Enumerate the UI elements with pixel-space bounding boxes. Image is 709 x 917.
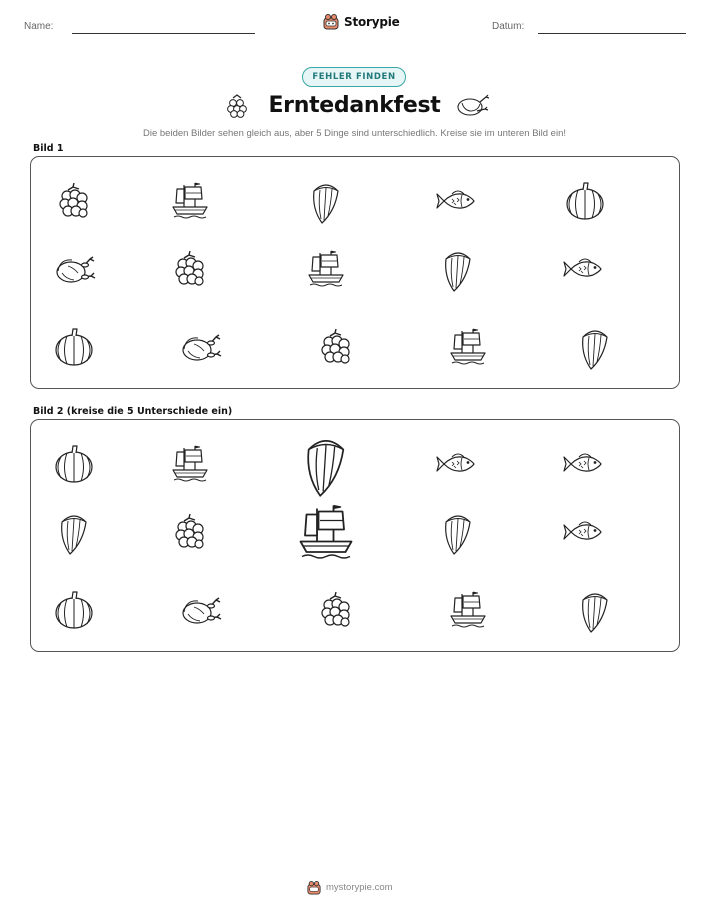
picture2-raspberry-icon[interactable] [316,588,356,632]
picture1-turkey-icon [48,249,100,289]
storypie-mascot-icon [307,880,321,895]
picture1-seed-icon [440,245,476,293]
brand-name: Storypie [344,14,400,29]
pumpkin-icon [562,179,608,223]
ship-icon [302,246,350,292]
picture1-seed-icon [308,177,344,225]
seed-icon [577,586,613,634]
turkey-icon [455,93,489,117]
picture1-fish-icon [434,185,482,217]
raspberry-icon [316,325,356,369]
instructions: Die beiden Bilder sehen gleich aus, aber 5 Dinge sind unterschiedlich. Kreise sie im unteren Bild ein! [143,128,566,139]
name-label: Name: [24,21,54,32]
picture2-seed-icon[interactable] [440,508,476,556]
turkey-icon [174,590,226,630]
fish-icon [561,448,609,480]
ship-icon [166,178,214,224]
pumpkin-icon [51,325,97,369]
picture2-fish-icon[interactable] [561,448,609,480]
picture1-fish-icon [561,253,609,285]
seed-icon [577,323,613,371]
date-label: Datum: [492,21,525,32]
ship-icon [444,587,492,633]
footer [307,880,393,895]
storypie-mascot-icon [323,13,339,30]
fish-icon [434,185,482,217]
picture1-panel [30,156,680,389]
picture1-turkey-icon [174,327,226,367]
picture2-seed-icon[interactable] [56,508,92,556]
picture1-pumpkin-icon [562,179,608,223]
picture2-seed-icon[interactable] [577,586,613,634]
page-title: Erntedankfest [268,93,441,118]
picture1-raspberry-icon [170,247,210,291]
picture2-ship-icon[interactable] [166,441,214,487]
picture2-fish-icon[interactable] [561,516,609,548]
picture2-ship-icon[interactable] [444,587,492,633]
ship-icon [166,441,214,487]
picture2-ship-icon[interactable] [290,498,362,567]
seed-icon [300,429,352,499]
picture1-raspberry-icon [316,325,356,369]
picture2-panel[interactable] [30,419,680,652]
picture1-ship-icon [444,324,492,370]
picture1-pumpkin-icon [51,325,97,369]
picture2-turkey-icon[interactable] [174,590,226,630]
date-field[interactable] [538,33,686,34]
fish-icon [434,448,482,480]
worksheet-type-badge: FEHLER FINDEN [302,67,406,87]
raspberry-icon [170,510,210,554]
picture2-seed-icon[interactable] [300,429,352,499]
turkey-icon [174,327,226,367]
raspberry-icon [316,588,356,632]
ship-icon [290,498,362,567]
seed-icon [308,177,344,225]
picture1-ship-icon [166,178,214,224]
footer-site: mystorypie.com [326,882,393,893]
picture2-fish-icon[interactable] [434,448,482,480]
pumpkin-icon [51,442,97,486]
fish-icon [561,253,609,285]
turkey-icon [48,249,100,289]
raspberry-icon [54,179,94,223]
picture2-pumpkin-icon[interactable] [51,442,97,486]
brand-logo [323,13,400,30]
picture2-label: Bild 2 (kreise die 5 Unterschiede ein) [33,406,233,417]
picture1-ship-icon [302,246,350,292]
picture2-raspberry-icon[interactable] [170,510,210,554]
ship-icon [444,324,492,370]
fish-icon [561,516,609,548]
seed-icon [56,508,92,556]
name-field[interactable] [72,33,255,34]
picture1-label: Bild 1 [33,143,64,154]
picture1-seed-icon [577,323,613,371]
pumpkin-icon [51,588,97,632]
seed-icon [440,508,476,556]
seed-icon [440,245,476,293]
picture1-raspberry-icon [54,179,94,223]
raspberry-icon [170,247,210,291]
picture2-pumpkin-icon[interactable] [51,588,97,632]
